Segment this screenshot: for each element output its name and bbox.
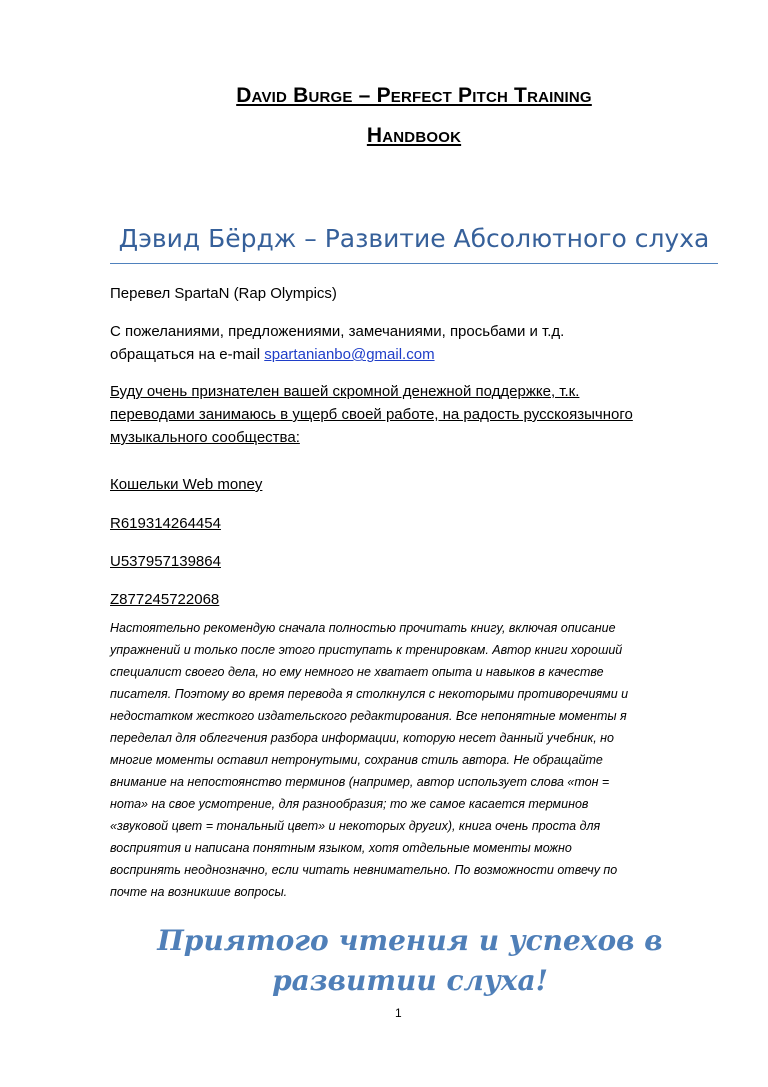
- support-line-2: переводами занимаюсь в ущерб своей работе, на радость русскоязычного: [110, 406, 633, 423]
- wallets-label: Кошельки Web money: [110, 476, 263, 493]
- wallet-z: Z877245722068: [110, 591, 220, 608]
- email-link[interactable]: spartanianbo@gmail.com: [264, 346, 435, 363]
- contact-line-1: С пожеланиями, предложениями, замечаниями, просьбами и т.д.: [110, 323, 565, 340]
- closing-line-2: развитии слуха!: [272, 964, 548, 997]
- closing-line-1: Приятого чтения и успехов в: [157, 924, 663, 957]
- wallet-r: R619314264454: [110, 515, 221, 532]
- page-number: 1: [395, 1006, 402, 1020]
- title-divider: [110, 263, 718, 264]
- russian-title: Дэвид Бёрдж – Развитие Абсолютного слуха: [118, 224, 710, 253]
- support-line-3: музыкального сообщества:: [110, 429, 300, 446]
- document-page: David Burge – Perfect Pitch Training Handbook Дэвид Бёрдж – Развитие Абсолютного слуха Перевел SpartaN (Rap Olympics) С пожеланиями, предложениями, замечаниями, просьбами и т.д. обращаться на e-mail spartanianbo@gmail.com Буду очень признателен вашей скромной денежной поддержке, т.к. переводами занимаюсь в ущерб своей работе, на радость русскоязычного музыкального сообщества: Кошельки Web money R619314264454 U537957139864 Z877245722068 Настоятельно рекомендую сначала полностью прочитать книгу, включая описание упражнений и только после этого приступать к тренировкам. Автор книги хороший специалист своего дела, но ему немного не хватает опыта и навыков в качестве писателя. Поэтому во время перевода я столкнулся с некоторыми противоречиями и недостатком жесткого издательского редактирования. Все непонятные моменты я переделал для облегчения разбора информации, которую несет данный учебник, но многие моменты оставил нетронутыми, сохранив стиль автора. Не обращайте внимание на непостоянство терминов (например, автор использует слова «тон = нота» на свое усмотрение, для разнообразия; то же самое касается терминов «звуковой цвет = тональный цвет» и некоторых других), книга очень проста для восприятия и написана понятным языком, хотя отдельные моменты можно воспринять неоднозначно, если читать невнимательно. По возможности отвечу по почте на возникшие вопросы. Приятого чтения и успехов в развитии слуха! 1: [0, 0, 768, 1087]
- english-title-line-2: Handbook: [366, 124, 462, 147]
- contact-line-2: [110, 346, 435, 363]
- english-title-line-1: David Burge – Perfect Pitch Training: [236, 84, 592, 107]
- wallet-u: U537957139864: [110, 553, 221, 570]
- translator-line: Перевел SpartaN (Rap Olympics): [110, 285, 337, 302]
- support-line-1: Буду очень признателен вашей скромной денежной поддержке, т.к.: [110, 383, 580, 400]
- contact-prefix: обращаться на e-mail: [110, 346, 265, 363]
